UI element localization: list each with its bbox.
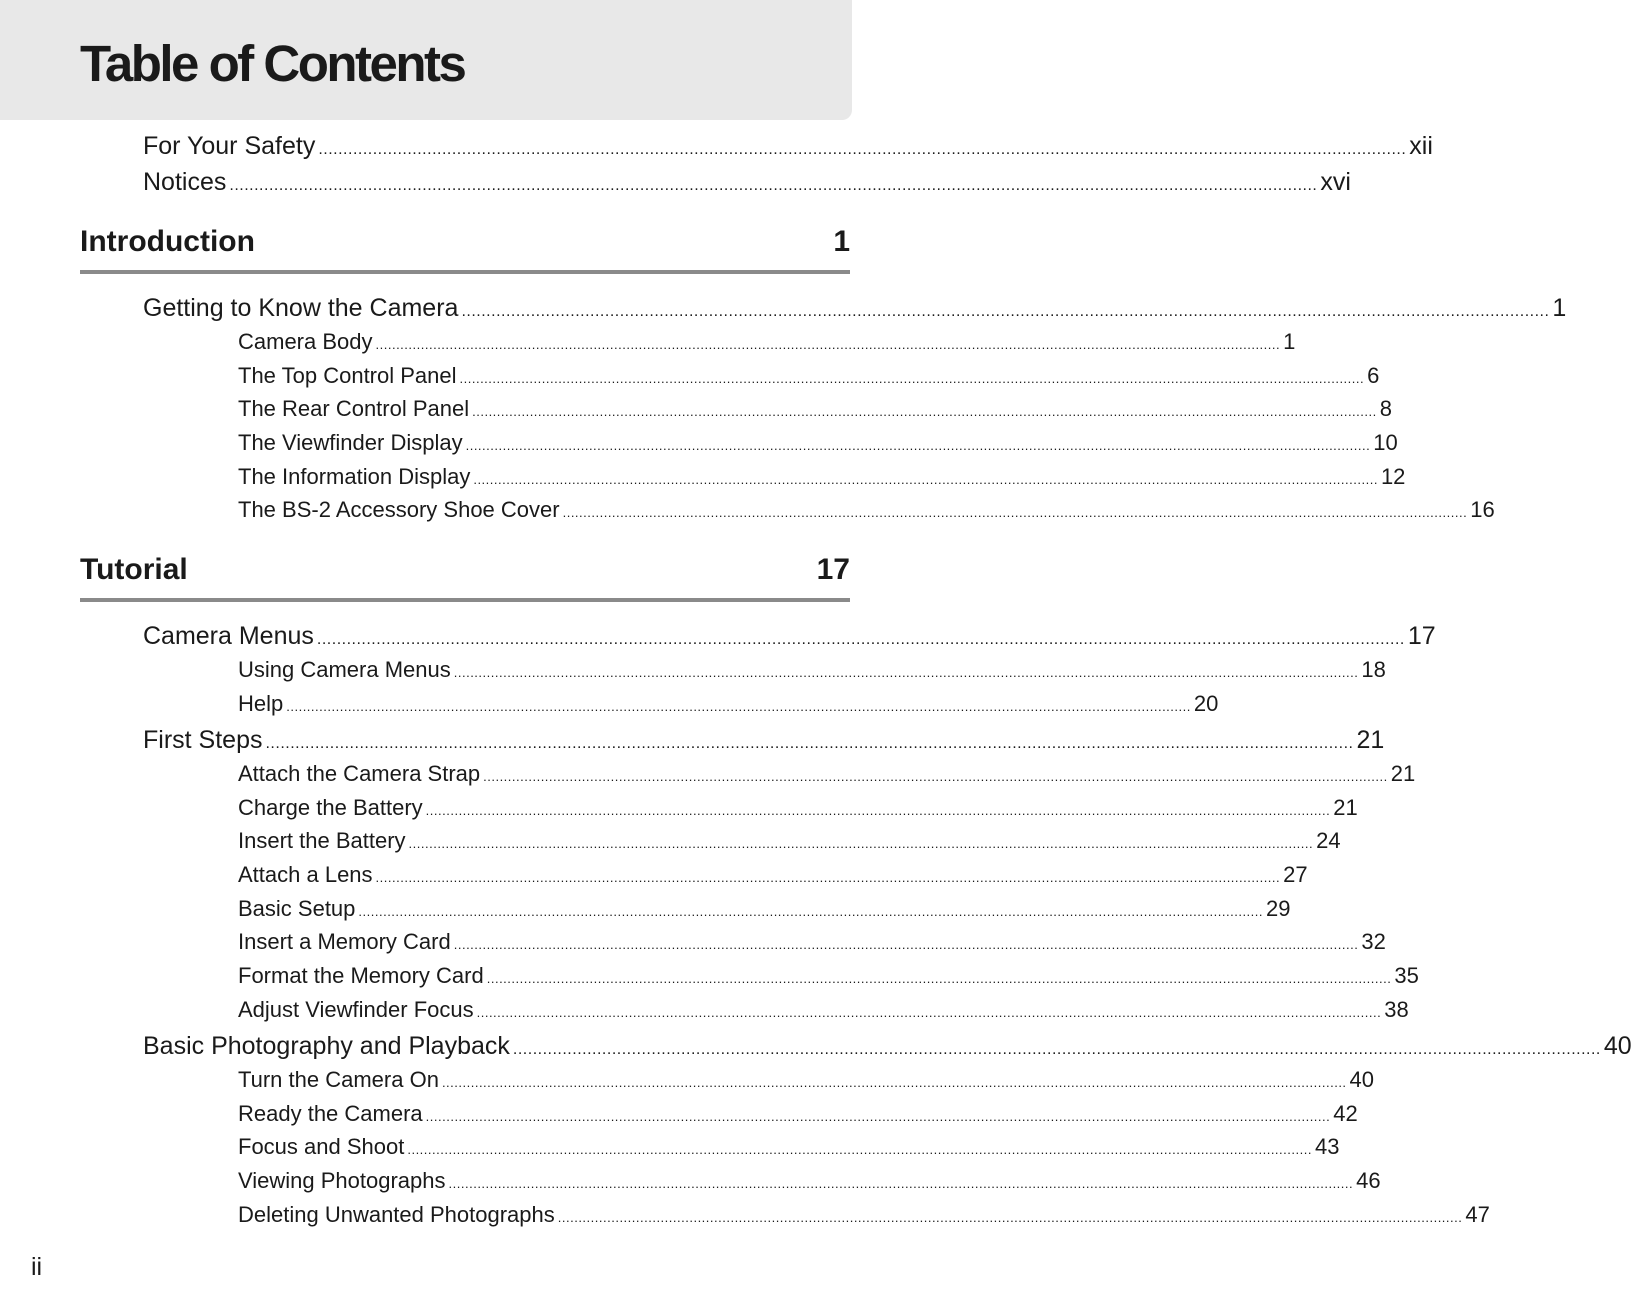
dot-leader: ............................................................................................................................................................................................................................ <box>425 1109 1331 1124</box>
toc-subentry[interactable] <box>238 929 1386 954</box>
toc-subentry-page: 21 <box>1333 795 1358 820</box>
toc-subentry-label: Insert a Memory Card <box>238 929 451 954</box>
toc-subentry-label: The Rear Control Panel <box>238 396 470 421</box>
toc-subentry-label: Charge the Battery <box>238 795 423 820</box>
toc-entry[interactable] <box>143 726 1385 754</box>
toc-entry-page: 21 <box>1356 726 1385 754</box>
toc-subentry[interactable] <box>238 1101 1358 1126</box>
toc-entry-label: For Your Safety <box>143 132 316 160</box>
toc-subentry[interactable] <box>238 497 1495 522</box>
toc-entry-label: Basic Photography and Playback <box>143 1032 510 1060</box>
toc-subentry[interactable] <box>238 997 1409 1022</box>
toc-subentry[interactable] <box>238 963 1419 988</box>
dot-leader: ............................................................................................................................................................................................................................ <box>486 971 1392 986</box>
toc-subentry-page: 35 <box>1394 963 1419 988</box>
section-title: Introduction <box>80 225 255 258</box>
toc-entry[interactable] <box>143 622 1436 650</box>
dot-leader: ............................................................................................................................................................................................................................ <box>358 904 1264 919</box>
dot-leader: ............................................................................................................................................................................................................................ <box>286 699 1191 714</box>
toc-subentry[interactable] <box>238 464 1406 489</box>
toc-subentry-page: 43 <box>1314 1134 1340 1159</box>
section-rule <box>80 270 850 274</box>
dot-leader: ............................................................................................................................................................................................................................ <box>476 1005 1382 1020</box>
dot-leader: ............................................................................................................................................................................................................................ <box>472 404 1377 419</box>
toc-subentry-page: 40 <box>1349 1067 1375 1092</box>
toc-subentry-page: 29 <box>1266 896 1291 921</box>
toc-entry-label: First Steps <box>143 726 263 754</box>
toc-subentry[interactable] <box>238 396 1392 421</box>
dot-leader: ............................................................................................................................................................................................................................ <box>316 631 1405 648</box>
dot-leader: ............................................................................................................................................................................................................................ <box>265 735 1354 752</box>
toc-subentry[interactable] <box>238 761 1416 786</box>
toc-subentry-page: 18 <box>1361 657 1386 682</box>
dot-leader: ............................................................................................................................................................................................................................ <box>512 1041 1601 1058</box>
toc-subentry-page: 27 <box>1283 862 1308 887</box>
dot-leader: ............................................................................................................................................................................................................................ <box>453 937 1359 952</box>
toc-entry-page: 1 <box>1552 294 1567 322</box>
dot-leader: ............................................................................................................................................................................................................................ <box>473 472 1378 487</box>
toc-entry[interactable] <box>143 1032 1632 1060</box>
toc-entry[interactable] <box>143 168 1351 196</box>
toc-entry-page: 40 <box>1603 1032 1632 1060</box>
dot-leader: ............................................................................................................................................................................................................................ <box>229 177 1318 194</box>
toc-subentry-page: 47 <box>1465 1202 1490 1227</box>
dot-leader: ............................................................................................................................................................................................................................ <box>375 870 1281 885</box>
toc-subentry-page: 16 <box>1470 497 1495 522</box>
toc-subentry-label: Deleting Unwanted Photographs <box>238 1202 555 1227</box>
toc-entry-label: Getting to Know the Camera <box>143 294 459 322</box>
toc-subentry-page: 38 <box>1384 997 1409 1022</box>
dot-leader: ............................................................................................................................................................................................................................ <box>562 505 1468 520</box>
toc-entry-page: 17 <box>1407 622 1436 650</box>
toc-subentry-page: 8 <box>1379 396 1392 421</box>
section-page: 17 <box>816 553 850 586</box>
toc-subentry-label: Using Camera Menus <box>238 657 451 682</box>
dot-leader: ............................................................................................................................................................................................................................ <box>453 665 1359 680</box>
toc-subentry-label: Viewing Photographs <box>238 1168 446 1193</box>
toc-entry-label: Camera Menus <box>143 622 314 650</box>
toc-subentry-label: Attach the Camera Strap <box>238 761 481 786</box>
toc-subentry-page: 10 <box>1373 430 1398 455</box>
toc-entry[interactable] <box>143 132 1433 160</box>
toc-subentry-page: 6 <box>1367 363 1380 388</box>
toc-entry[interactable] <box>143 294 1567 322</box>
dot-leader: ............................................................................................................................................................................................................................ <box>483 769 1388 784</box>
toc-subentry[interactable] <box>238 657 1386 682</box>
toc-subentry-label: The Top Control Panel <box>238 363 457 388</box>
toc-subentry-label: Help <box>238 691 284 716</box>
dot-leader: ............................................................................................................................................................................................................................ <box>318 141 1407 158</box>
toc-entry-page: xvi <box>1320 168 1351 196</box>
dot-leader: ............................................................................................................................................................................................................................ <box>557 1210 1463 1225</box>
section-page: 1 <box>833 225 850 258</box>
toc-subentry[interactable] <box>238 691 1219 716</box>
section-rule <box>80 598 850 602</box>
toc-subentry[interactable] <box>238 363 1380 388</box>
toc-subentry-page: 1 <box>1283 329 1296 354</box>
dot-leader: ............................................................................................................................................................................................................................ <box>465 438 1371 453</box>
toc-subentry[interactable] <box>238 896 1291 921</box>
section-heading-tutorial[interactable] <box>80 555 850 585</box>
toc-subentry-label: Basic Setup <box>238 896 356 921</box>
dot-leader: ............................................................................................................................................................................................................................ <box>407 1142 1312 1157</box>
toc-subentry-page: 46 <box>1356 1168 1381 1193</box>
toc-subentry-label: Insert the Battery <box>238 828 406 853</box>
dot-leader: ............................................................................................................................................................................................................................ <box>441 1075 1347 1090</box>
dot-leader: ............................................................................................................................................................................................................................ <box>408 836 1314 851</box>
dot-leader: ............................................................................................................................................................................................................................ <box>461 303 1550 320</box>
toc-subentry[interactable] <box>238 1202 1490 1227</box>
toc-subentry[interactable] <box>238 828 1341 853</box>
toc-subentry-page: 20 <box>1193 691 1219 716</box>
toc-entry-label: Notices <box>143 168 227 196</box>
toc-subentry-page: 32 <box>1361 929 1386 954</box>
page-title: Table of Contents <box>80 35 465 92</box>
toc-subentry-label: Turn the Camera On <box>238 1067 439 1092</box>
toc-subentry-label: Format the Memory Card <box>238 963 484 988</box>
toc-subentry[interactable] <box>238 1168 1381 1193</box>
section-heading-introduction[interactable] <box>80 227 850 257</box>
toc-subentry[interactable] <box>238 1067 1375 1092</box>
toc-subentry-page: 12 <box>1380 464 1406 489</box>
toc-subentry-label: The Viewfinder Display <box>238 430 463 455</box>
toc-subentry-label: Focus and Shoot <box>238 1134 405 1159</box>
toc-subentry-page: 21 <box>1390 761 1416 786</box>
toc-subentry-label: Ready the Camera <box>238 1101 423 1126</box>
toc-subentry[interactable] <box>238 862 1308 887</box>
toc-subentry[interactable] <box>238 1134 1340 1159</box>
section-title: Tutorial <box>80 553 188 586</box>
toc-subentry-label: Adjust Viewfinder Focus <box>238 997 474 1022</box>
toc-subentry-page: 24 <box>1316 828 1341 853</box>
toc-entry-page: xii <box>1409 132 1433 160</box>
toc-subentry-label: The BS-2 Accessory Shoe Cover <box>238 497 560 522</box>
toc-subentry-label: Attach a Lens <box>238 862 373 887</box>
toc-subentry[interactable] <box>238 430 1398 455</box>
dot-leader: ............................................................................................................................................................................................................................ <box>459 371 1365 386</box>
dot-leader: ............................................................................................................................................................................................................................ <box>448 1176 1354 1191</box>
toc-subentry-label: Camera Body <box>238 329 373 354</box>
toc-subentry-label: The Information Display <box>238 464 471 489</box>
toc-subentry[interactable] <box>238 795 1358 820</box>
dot-leader: ............................................................................................................................................................................................................................ <box>375 337 1281 352</box>
toc-subentry[interactable] <box>238 329 1296 354</box>
dot-leader: ............................................................................................................................................................................................................................ <box>425 803 1331 818</box>
page-number: ii <box>31 1253 43 1281</box>
toc-subentry-page: 42 <box>1333 1101 1358 1126</box>
